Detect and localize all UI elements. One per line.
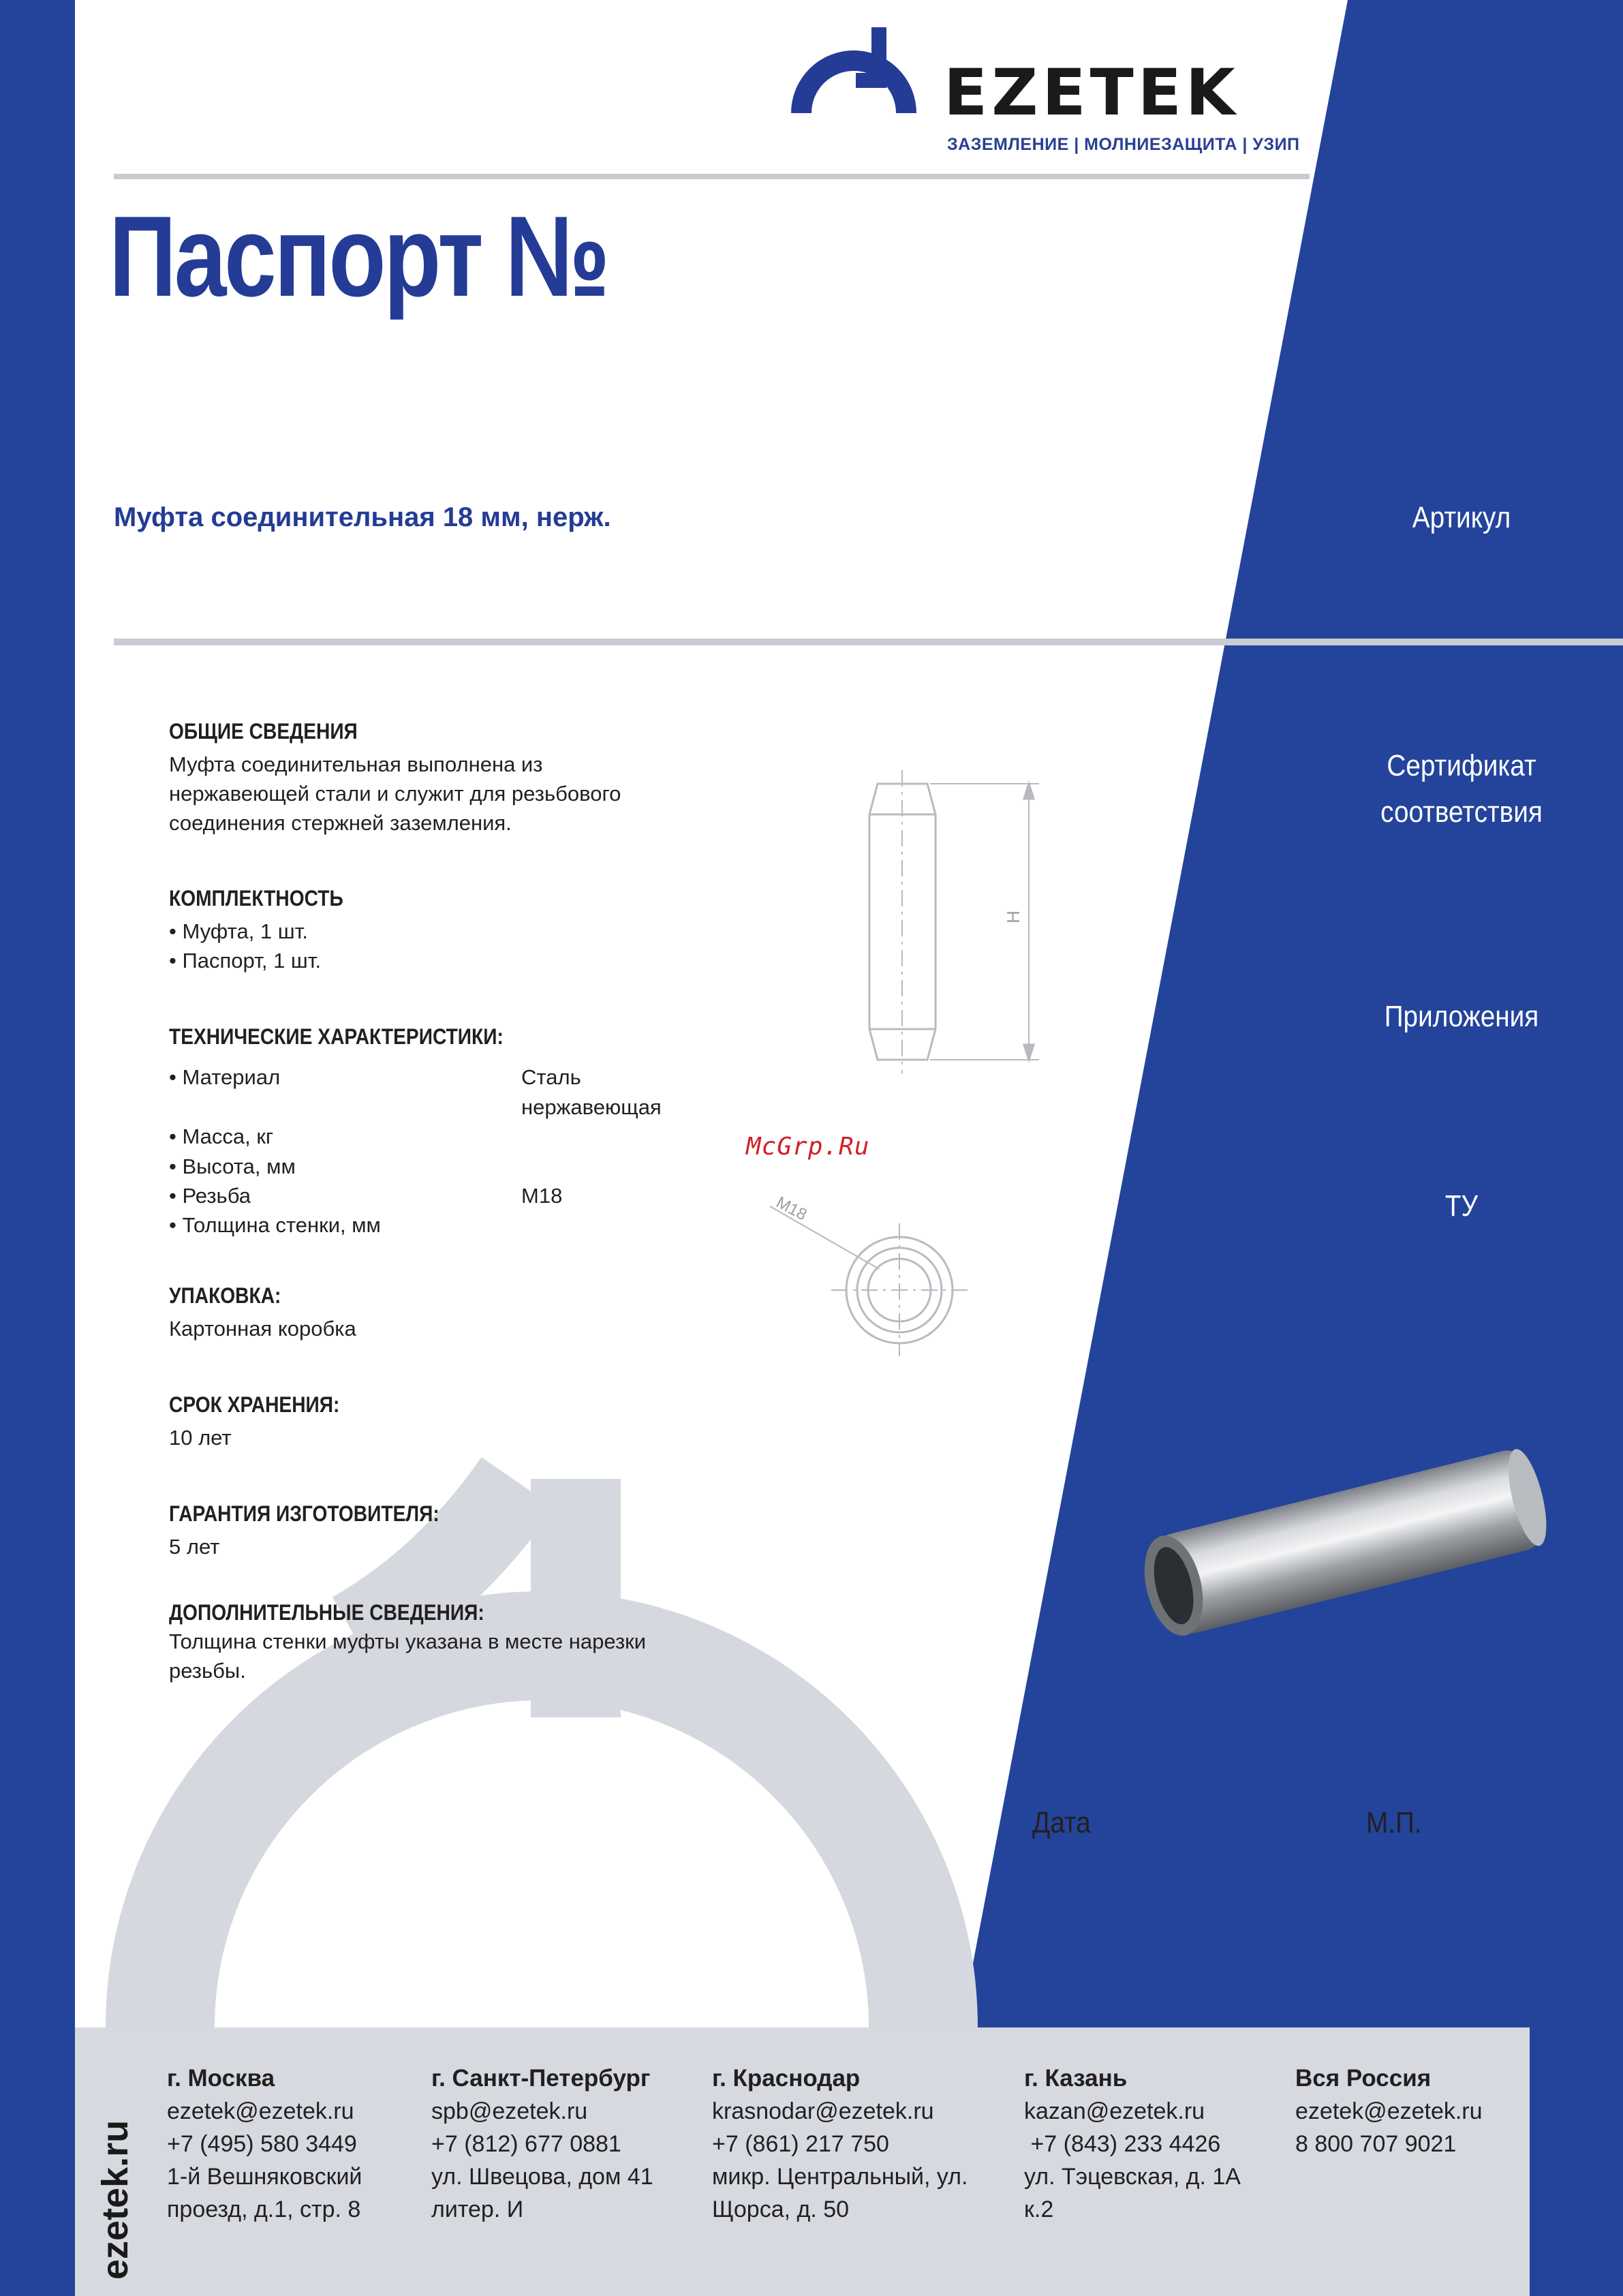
spec-label: • Масса, кг bbox=[169, 1124, 274, 1148]
office-phone[interactable]: +7 (843) 233 4426 bbox=[1024, 2131, 1221, 2157]
office-email[interactable]: krasnodar@ezetek.ru bbox=[712, 2098, 934, 2124]
section-warranty bbox=[169, 1501, 782, 1561]
left-blue-strip bbox=[0, 0, 75, 2296]
office-address: литер. И bbox=[431, 2196, 524, 2222]
spec-label: • Толщина стенки, мм bbox=[169, 1213, 381, 1237]
section-packaging bbox=[169, 1283, 782, 1343]
section-additional bbox=[169, 1600, 782, 1685]
section-storage bbox=[169, 1392, 782, 1452]
section-text: Картонная коробка bbox=[169, 1317, 356, 1341]
footer-office-spb bbox=[431, 2065, 653, 2226]
mid-rule bbox=[114, 639, 1623, 645]
section-text-line: Муфта соединительная выполнена из bbox=[169, 752, 543, 776]
office-email[interactable]: kazan@ezetek.ru bbox=[1024, 2098, 1205, 2124]
office-city: г. Санкт-Петербург bbox=[431, 2065, 651, 2092]
office-city: г. Краснодар bbox=[712, 2065, 861, 2092]
tu-label: ТУ bbox=[1444, 1189, 1479, 1223]
product-name: Муфта соединительная 18 мм, нерж. bbox=[114, 502, 611, 532]
attachments-label: Приложения bbox=[1384, 1000, 1539, 1033]
office-address: к.2 bbox=[1024, 2196, 1054, 2222]
section-heading: ГАРАНТИЯ ИЗГОТОВИТЕЛЯ: bbox=[169, 1501, 439, 1526]
office-address: Щорса, д. 50 bbox=[712, 2196, 850, 2222]
page-title: Паспорт № bbox=[109, 192, 608, 320]
footer-office-kazan bbox=[1024, 2065, 1241, 2226]
section-heading: УПАКОВКА: bbox=[169, 1283, 281, 1308]
certificate-label-line1: Сертификат bbox=[1387, 749, 1536, 782]
office-email[interactable]: ezetek@ezetek.ru bbox=[1295, 2098, 1483, 2124]
office-address: 1-й Вешняковский bbox=[167, 2164, 362, 2190]
section-text: 5 лет bbox=[169, 1535, 220, 1559]
office-phone[interactable]: +7 (812) 677 0881 bbox=[431, 2131, 621, 2157]
watermark-text: McGrp.Ru bbox=[746, 1133, 870, 1161]
brand-tagline: ЗАЗЕМЛЕНИЕ | МОЛНИЕЗАЩИТА | УЗИП bbox=[947, 135, 1300, 154]
office-phone[interactable]: 8 800 707 9021 bbox=[1295, 2131, 1457, 2157]
section-text-line: резьбы. bbox=[169, 1659, 246, 1683]
office-city: Вся Россия bbox=[1295, 2065, 1432, 2092]
brand-logo-text: EZETEK bbox=[944, 56, 1239, 130]
office-address: микр. Центральный, ул. bbox=[712, 2164, 968, 2190]
drawing-height-label: Н bbox=[1002, 910, 1023, 923]
footer-office-krasnodar bbox=[712, 2065, 968, 2226]
section-general bbox=[169, 719, 782, 838]
section-heading: ДОПОЛНИТЕЛЬНЫЕ СВЕДЕНИЯ: bbox=[169, 1600, 484, 1625]
section-text-line: Толщина стенки муфты указана в месте нарезки bbox=[169, 1629, 647, 1653]
kit-item: • Муфта, 1 шт. bbox=[169, 919, 309, 943]
kit-item: • Паспорт, 1 шт. bbox=[169, 949, 322, 973]
logo-mark-icon bbox=[801, 27, 906, 113]
office-phone[interactable]: +7 (861) 217 750 bbox=[712, 2131, 889, 2157]
spec-label: • Резьба bbox=[169, 1184, 251, 1208]
coupling-drawing-end bbox=[770, 1206, 968, 1356]
section-kit bbox=[169, 886, 782, 975]
spec-label: • Материал bbox=[169, 1065, 281, 1089]
stamp-label: М.П. bbox=[1366, 1806, 1422, 1839]
office-address: ул. Тэцевская, д. 1А bbox=[1024, 2164, 1241, 2190]
right-blue-panel bbox=[961, 0, 1623, 2296]
article-label: Артикул bbox=[1412, 501, 1511, 534]
section-heading: ТЕХНИЧЕСКИЕ ХАРАКТЕРИСТИКИ: bbox=[169, 1024, 504, 1049]
website-link[interactable]: ezetek.ru bbox=[95, 2119, 136, 2280]
drawing-thread-label: М18 bbox=[773, 1193, 810, 1225]
spec-value: Сталь bbox=[521, 1065, 581, 1089]
section-specs bbox=[169, 1024, 782, 1256]
office-city: г. Казань bbox=[1024, 2065, 1128, 2092]
top-rule bbox=[114, 174, 1310, 179]
section-text: 10 лет bbox=[169, 1426, 232, 1450]
spec-value: М18 bbox=[521, 1184, 563, 1208]
certificate-label-line2: соответствия bbox=[1380, 795, 1543, 829]
section-text-line: нержавеющей стали и служит для резьбового bbox=[169, 782, 621, 806]
office-email[interactable]: ezetek@ezetek.ru bbox=[167, 2098, 354, 2124]
footer-office-moscow bbox=[167, 2065, 362, 2226]
section-heading: СРОК ХРАНЕНИЯ: bbox=[169, 1392, 340, 1417]
office-email[interactable]: spb@ezetek.ru bbox=[431, 2098, 588, 2124]
office-phone[interactable]: +7 (495) 580 3449 bbox=[167, 2131, 357, 2157]
spec-label: • Высота, мм bbox=[169, 1154, 296, 1178]
spec-value: нержавеющая bbox=[521, 1095, 662, 1119]
section-text-line: соединения стержней заземления. bbox=[169, 811, 512, 835]
office-address: ул. Швецова, дом 41 bbox=[431, 2164, 653, 2190]
date-label: Дата bbox=[1032, 1806, 1091, 1839]
section-heading: ОБЩИЕ СВЕДЕНИЯ bbox=[169, 719, 358, 744]
section-heading: КОМПЛЕКТНОСТЬ bbox=[169, 886, 343, 910]
footer-office-russia bbox=[1295, 2065, 1483, 2160]
office-address: проезд, д.1, стр. 8 bbox=[167, 2196, 361, 2222]
office-city: г. Москва bbox=[167, 2065, 275, 2092]
